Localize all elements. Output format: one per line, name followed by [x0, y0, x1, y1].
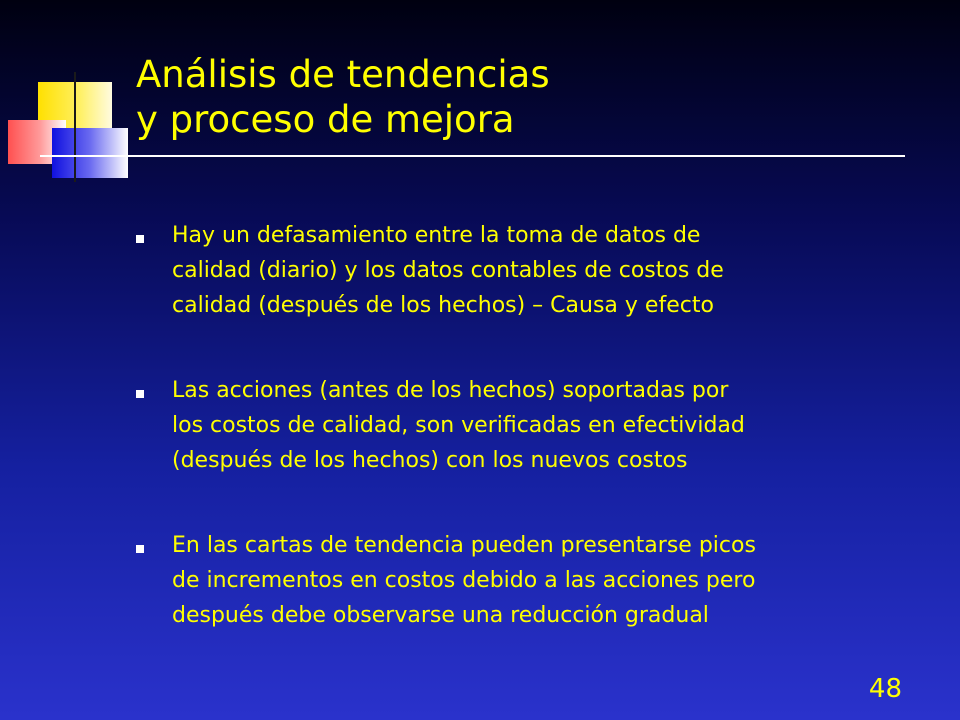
- square-bullet-icon: [136, 390, 144, 398]
- bullet-line: Las acciones (antes de los hechos) soportadas por: [172, 378, 729, 403]
- bullet-item: [128, 373, 918, 478]
- square-bullet-icon: [136, 235, 144, 243]
- bullet-line: (después de los hechos) con los nuevos costos: [172, 448, 688, 473]
- logo-vertical-line: [74, 72, 76, 182]
- bullet-line: después debe observarse una reducción gradual: [172, 603, 709, 628]
- bullet-line: calidad (diario) y los datos contables de costos de: [172, 258, 724, 283]
- bullet-line: los costos de calidad, son verificadas en efectividad: [172, 413, 745, 438]
- bullet-line: En las cartas de tendencia pueden presentarse picos: [172, 533, 756, 558]
- logo-blue-rectangle: [52, 128, 128, 178]
- page-number: 48: [868, 674, 902, 704]
- bullet-item: [128, 218, 918, 323]
- bullet-line: calidad (después de los hechos) – Causa y efecto: [172, 293, 714, 318]
- title-underline: [40, 155, 905, 157]
- slide-title: [136, 52, 896, 142]
- slide-title-line-1: Análisis de tendencias: [136, 53, 550, 96]
- slide-title-line-2: y proceso de mejora: [136, 98, 515, 141]
- bullet-item: [128, 528, 918, 633]
- bullet-line: de incrementos en costos debido a las acciones pero: [172, 568, 756, 593]
- bullet-list: [128, 218, 918, 683]
- square-bullet-icon: [136, 545, 144, 553]
- bullet-line: Hay un defasamiento entre la toma de datos de: [172, 223, 701, 248]
